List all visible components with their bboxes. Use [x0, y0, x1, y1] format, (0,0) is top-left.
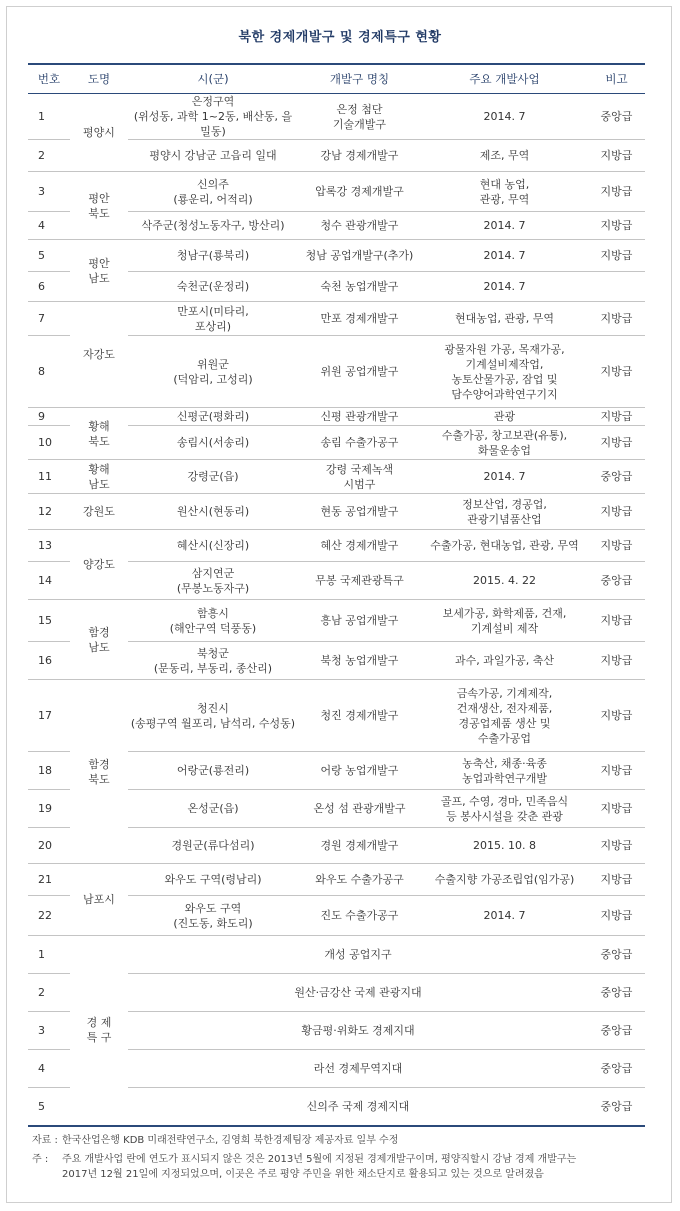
province-cell: 황해 남도 [70, 460, 128, 494]
zone-name-cell: 북청 농업개발구 [298, 642, 421, 680]
remarks-cell: 중앙급 [588, 1088, 645, 1126]
row-number: 3 [28, 1012, 70, 1050]
city-cell: 와우도 구역 (진도동, 화도리) [128, 896, 298, 936]
table-row [28, 460, 645, 494]
province-cell: 강원도 [70, 494, 128, 530]
special-zone-name: 원산·금강산 국제 관광지대 [128, 974, 588, 1012]
remarks-cell: 중앙급 [588, 1012, 645, 1050]
zone-name-cell: 송림 수출가공구 [298, 426, 421, 460]
project-cell: 제조, 무역 [421, 140, 588, 172]
row-number: 4 [28, 212, 70, 240]
remarks-cell: 지방급 [588, 896, 645, 936]
row-number: 14 [28, 562, 70, 600]
project-cell: 관광 [421, 408, 588, 426]
city-cell: 청남구(룡북리) [128, 240, 298, 272]
project-cell: 2014. 7 [421, 460, 588, 494]
row-number: 2 [28, 140, 70, 172]
row-number: 9 [28, 408, 70, 426]
project-cell: 2014. 7 [421, 94, 588, 140]
header-province: 도명 [70, 64, 128, 94]
remarks-cell: 지방급 [588, 302, 645, 336]
row-number: 22 [28, 896, 70, 936]
table-row [28, 302, 645, 336]
table-header-row [28, 64, 645, 94]
city-cell: 어랑군(룡전리) [128, 752, 298, 790]
remarks-cell: 지방급 [588, 494, 645, 530]
table-row [28, 494, 645, 530]
remarks-cell: 지방급 [588, 408, 645, 426]
zone-name-cell: 신평 관광개발구 [298, 408, 421, 426]
remarks-cell: 지방급 [588, 336, 645, 408]
city-cell: 온성군(읍) [128, 790, 298, 828]
table-row [28, 680, 645, 752]
city-cell: 삼지연군 (무봉노동자구) [128, 562, 298, 600]
remarks-cell: 지방급 [588, 642, 645, 680]
remarks-cell: 지방급 [588, 790, 645, 828]
city-cell: 와우도 구역(령남리) [128, 864, 298, 896]
city-cell: 삭주군(청성노동자구, 방산리) [128, 212, 298, 240]
row-number: 18 [28, 752, 70, 790]
zone-name-cell: 온성 섬 관광개발구 [298, 790, 421, 828]
project-cell: 정보산업, 경공업, 관광기념품산업 [421, 494, 588, 530]
remarks-cell: 지방급 [588, 530, 645, 562]
project-cell: 광물자원 가공, 목재가공, 기계설비제작업, 농토산물가공, 잠업 및 담수양어과학연구기지 [421, 336, 588, 408]
remarks-cell: 중앙급 [588, 974, 645, 1012]
project-cell: 현대 농업, 관광, 무역 [421, 172, 588, 212]
city-cell: 북청군 (문동리, 부동리, 종산리) [128, 642, 298, 680]
special-zone-name: 황금평·위화도 경제지대 [128, 1012, 588, 1050]
project-cell: 골프, 수영, 경마, 민족음식 등 봉사시설을 갖춘 관광 [421, 790, 588, 828]
project-cell: 2014. 7 [421, 896, 588, 936]
source-label: 자료 : [32, 1135, 58, 1146]
remarks-cell: 지방급 [588, 240, 645, 272]
row-number: 21 [28, 864, 70, 896]
province-cell: 평안 남도 [70, 240, 128, 302]
row-number: 7 [28, 302, 70, 336]
zone-name-cell: 은정 첨단 기술개발구 [298, 94, 421, 140]
city-cell: 경원군(류다섬리) [128, 828, 298, 864]
project-cell: 수출가공, 현대농업, 관광, 무역 [421, 530, 588, 562]
remarks-cell: 지방급 [588, 680, 645, 752]
city-cell: 함흥시 (해안구역 덕풍동) [128, 600, 298, 642]
row-number: 3 [28, 172, 70, 212]
province-cell: 함경 남도 [70, 600, 128, 680]
special-zone-name: 개성 공업지구 [128, 936, 588, 974]
zone-name-cell: 청진 경제개발구 [298, 680, 421, 752]
table-row [28, 530, 645, 562]
row-number: 20 [28, 828, 70, 864]
project-cell: 수출지향 가공조립업(임가공) [421, 864, 588, 896]
zone-name-cell: 강남 경제개발구 [298, 140, 421, 172]
remarks-cell: 지방급 [588, 864, 645, 896]
zone-name-cell: 위원 공업개발구 [298, 336, 421, 408]
zone-name-cell: 숙천 농업개발구 [298, 272, 421, 302]
city-cell: 원산시(현동리) [128, 494, 298, 530]
remarks-cell: 지방급 [588, 212, 645, 240]
project-cell: 보세가공, 화학제품, 건재, 기계설비 제작 [421, 600, 588, 642]
zone-name-cell: 만포 경제개발구 [298, 302, 421, 336]
zone-name-cell: 혜산 경제개발구 [298, 530, 421, 562]
zone-name-cell: 무봉 국제관광특구 [298, 562, 421, 600]
row-number: 17 [28, 680, 70, 752]
footnote-line-2: 2017년 12월 21일에 지정되었으며, 이곳은 주로 평양 주민을 위한 채소단지로 활용되고 있는 것으로 알려졌음 [62, 1169, 544, 1180]
special-zone-row [28, 936, 645, 974]
row-number: 5 [28, 1088, 70, 1126]
project-cell: 수출가공, 창고보관(유통), 화물운송업 [421, 426, 588, 460]
city-cell: 혜산시(신장리) [128, 530, 298, 562]
table-row [28, 408, 645, 426]
zones-table [28, 63, 645, 1127]
remarks-cell: 중앙급 [588, 94, 645, 140]
zone-name-cell: 청남 공업개발구(추가) [298, 240, 421, 272]
province-cell: 평안 북도 [70, 172, 128, 240]
table-row [28, 172, 645, 212]
zone-name-cell: 압록강 경제개발구 [298, 172, 421, 212]
row-number: 6 [28, 272, 70, 302]
province-cell: 양강도 [70, 530, 128, 600]
row-number: 1 [28, 936, 70, 974]
remarks-cell: 지방급 [588, 140, 645, 172]
project-cell: 금속가공, 기계제작, 건재생산, 전자제품, 경공업제품 생산 및 수출가공업 [421, 680, 588, 752]
zone-name-cell: 흥남 공업개발구 [298, 600, 421, 642]
row-number: 1 [28, 94, 70, 140]
province-cell: 황해 북도 [70, 408, 128, 460]
remarks-cell [588, 272, 645, 302]
project-cell: 2014. 7 [421, 212, 588, 240]
city-cell: 위원군 (덕암리, 고성리) [128, 336, 298, 408]
project-cell: 농축산, 채종·육종 농업과학연구개발 [421, 752, 588, 790]
zone-name-cell: 경원 경제개발구 [298, 828, 421, 864]
city-cell: 은정구역 (위성동, 과학 1~2동, 배산동, 을밀동) [128, 94, 298, 140]
province-cell: 자강도 [70, 302, 128, 408]
province-cell: 경 제 특 구 [70, 936, 128, 1126]
row-number: 4 [28, 1050, 70, 1088]
row-number: 5 [28, 240, 70, 272]
project-cell: 과수, 과일가공, 축산 [421, 642, 588, 680]
header-remarks: 비고 [588, 64, 645, 94]
project-cell: 2014. 7 [421, 272, 588, 302]
source-text: 한국산업은행 KDB 미래전략연구소, 김영희 북한경제팀장 제공자료 일부 수정 [62, 1135, 399, 1146]
city-cell: 신평군(평화리) [128, 408, 298, 426]
remarks-cell: 중앙급 [588, 562, 645, 600]
table-row [28, 94, 645, 140]
city-cell: 송림시(서송리) [128, 426, 298, 460]
table-row [28, 864, 645, 896]
special-zone-name: 라선 경제무역지대 [128, 1050, 588, 1088]
row-number: 15 [28, 600, 70, 642]
remarks-cell: 지방급 [588, 600, 645, 642]
header-number: 번호 [28, 64, 70, 94]
project-cell: 2015. 4. 22 [421, 562, 588, 600]
city-cell: 강령군(읍) [128, 460, 298, 494]
city-cell: 만포시(미타리, 포상리) [128, 302, 298, 336]
row-number: 8 [28, 336, 70, 408]
zone-name-cell: 강령 국제녹색 시범구 [298, 460, 421, 494]
footnote [32, 1152, 652, 1182]
header-city: 시(군) [128, 64, 298, 94]
remarks-cell: 중앙급 [588, 936, 645, 974]
footnote-line-1: 주요 개발사업 란에 연도가 표시되지 않은 것은 2013년 5월에 지정된 경제개발구이며, 평양직할시 강남 경제 개발구는 [62, 1154, 577, 1165]
footnote-label: 주 : [32, 1154, 49, 1165]
zone-name-cell: 청수 관광개발구 [298, 212, 421, 240]
row-number: 16 [28, 642, 70, 680]
remarks-cell: 중앙급 [588, 460, 645, 494]
zone-name-cell: 진도 수출가공구 [298, 896, 421, 936]
city-cell: 평양시 강남군 고읍리 일대 [128, 140, 298, 172]
table-row [28, 600, 645, 642]
city-cell: 신의주 (룡운리, 어적리) [128, 172, 298, 212]
province-cell: 남포시 [70, 864, 128, 936]
row-number: 10 [28, 426, 70, 460]
remarks-cell: 지방급 [588, 752, 645, 790]
zone-name-cell: 어랑 농업개발구 [298, 752, 421, 790]
province-cell: 함경 북도 [70, 680, 128, 864]
row-number: 2 [28, 974, 70, 1012]
remarks-cell: 지방급 [588, 426, 645, 460]
project-cell: 2015. 10. 8 [421, 828, 588, 864]
special-zone-name: 신의주 국제 경제지대 [128, 1088, 588, 1126]
city-cell: 숙천군(운정리) [128, 272, 298, 302]
header-main-project: 주요 개발사업 [421, 64, 588, 94]
row-number: 12 [28, 494, 70, 530]
header-zone-name: 개발구 명칭 [298, 64, 421, 94]
source-note [32, 1133, 652, 1148]
city-cell: 청진시 (송평구역 월포리, 남석리, 수성동) [128, 680, 298, 752]
remarks-cell: 중앙급 [588, 1050, 645, 1088]
project-cell: 2014. 7 [421, 240, 588, 272]
province-cell: 평양시 [70, 94, 128, 172]
project-cell: 현대농업, 관광, 무역 [421, 302, 588, 336]
remarks-cell: 지방급 [588, 172, 645, 212]
page-title: 북한 경제개발구 및 경제특구 현황 [238, 30, 442, 45]
zone-name-cell: 와우도 수출가공구 [298, 864, 421, 896]
row-number: 13 [28, 530, 70, 562]
row-number: 11 [28, 460, 70, 494]
zone-name-cell: 현동 공업개발구 [298, 494, 421, 530]
row-number: 19 [28, 790, 70, 828]
remarks-cell: 지방급 [588, 828, 645, 864]
table-row [28, 240, 645, 272]
